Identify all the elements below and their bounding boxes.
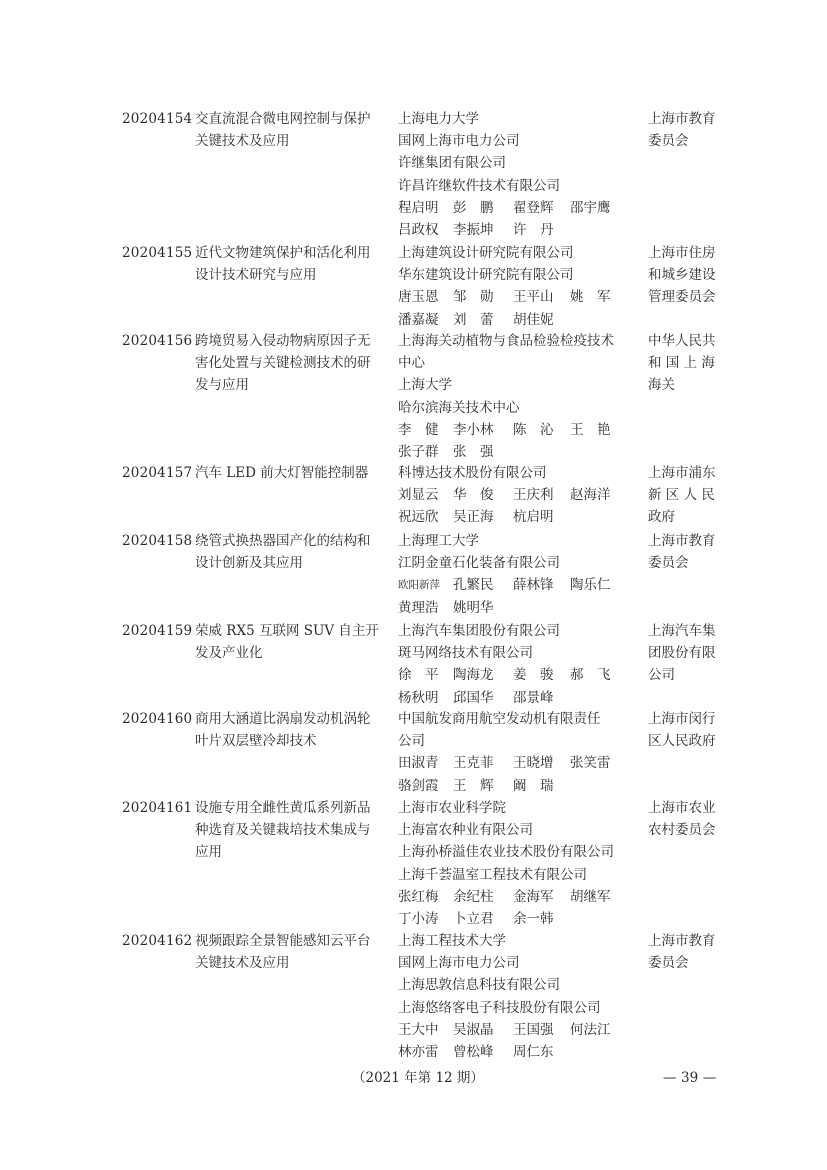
project-title-line: 设计技术研究与应用 — [195, 267, 317, 284]
person-name: 王 艳 — [570, 421, 611, 438]
organization-name: 上海思敦信息科技有限公司 — [398, 977, 560, 994]
person-name: 吴淑晶 — [453, 1021, 494, 1038]
department-line: 上海市教育 — [648, 533, 716, 549]
department-line: 和城乡建设 — [648, 267, 716, 284]
person-name: 陶海龙 — [453, 667, 494, 684]
organization-name: 国网上海市电力公司 — [398, 955, 520, 972]
person-name: 郝 飞 — [570, 667, 611, 684]
department-line: 新 区 人 民 — [648, 487, 715, 504]
department-line: 委员会 — [648, 955, 689, 972]
project-number: 20204157 — [122, 465, 193, 481]
person-name: 李 健 — [398, 421, 439, 438]
person-name: 许 丹 — [513, 222, 554, 238]
organization-name: 上海电力大学 — [398, 111, 479, 127]
department-line: 区人民政府 — [648, 733, 716, 750]
person-name: 余一韩 — [513, 911, 554, 927]
person-name: 杨秋明 — [398, 689, 439, 706]
project-title-line: 种选育及关键栽培技术集成与 — [195, 822, 371, 839]
page-number: — 39 — — [663, 1070, 717, 1086]
organizations — [398, 530, 638, 619]
project-title-line: 发与应用 — [195, 377, 249, 394]
project-title-line: 汽车 LED 前大灯智能控制器 — [195, 465, 369, 481]
department-line: 上海市农业 — [648, 800, 716, 816]
recommending-department — [648, 708, 730, 752]
person-name: 曾松峰 — [453, 1044, 494, 1060]
project-number: 20204159 — [122, 623, 193, 639]
person-name: 田淑青 — [398, 755, 439, 772]
person-name: 吕政权 — [398, 222, 439, 238]
recommending-department — [648, 242, 730, 309]
organization-name: 上海富农种业有限公司 — [398, 822, 533, 839]
people-line — [398, 775, 638, 797]
recommending-department — [648, 108, 730, 152]
people-line — [398, 286, 638, 308]
person-name: 华 俊 — [453, 487, 494, 504]
person-name: 祝远欣 — [398, 509, 439, 526]
department-line: 上海汽车集 — [648, 623, 716, 639]
organization-name: 上海悠络客电子科技股份有限公司 — [398, 999, 601, 1016]
person-name: 王克菲 — [453, 755, 494, 772]
person-name: 李小林 — [453, 421, 494, 438]
organization-name: 江阴金童石化装备有限公司 — [398, 555, 560, 572]
organization-name: 国网上海市电力公司 — [398, 133, 520, 150]
organization-name: 上海理工大学 — [398, 533, 479, 549]
person-name: 欧阳新萍 — [398, 579, 440, 592]
recommending-department — [648, 930, 730, 974]
organization-name: 中国航发商用航空发动机有限责任 — [398, 711, 601, 727]
project-number: 20204156 — [122, 333, 193, 349]
project-title — [195, 462, 391, 484]
person-name: 卜立君 — [453, 911, 494, 927]
department-line: 上海市教育 — [648, 933, 716, 949]
organization-name: 上海市农业科学院 — [398, 800, 506, 816]
organization-name: 华东建筑设计研究院有限公司 — [398, 267, 574, 284]
people-line — [398, 197, 638, 219]
project-title-line: 设计创新及其应用 — [195, 555, 303, 572]
department-line: 上海市闵行 — [648, 711, 716, 727]
person-name: 陈 沁 — [513, 421, 554, 438]
project-title — [195, 108, 391, 152]
person-name: 林亦雷 — [398, 1044, 439, 1060]
project-title-line: 关键技术及应用 — [195, 133, 290, 150]
organizations — [398, 930, 638, 1063]
people-line — [398, 752, 638, 774]
project-title — [195, 797, 391, 864]
person-name: 邵宇鹰 — [570, 199, 611, 216]
organizations — [398, 620, 638, 709]
project-title-line: 荣威 RX5 互联网 SUV 自主开 — [195, 623, 379, 639]
person-name: 张 强 — [453, 444, 494, 460]
department-line: 团股份有限 — [648, 645, 716, 662]
person-name: 阚 瑞 — [513, 777, 554, 794]
project-title-line: 视频跟踪全景智能感知云平台 — [195, 933, 371, 949]
project-title-line: 应用 — [195, 844, 222, 861]
issue-label: （2021 年第 12 期） — [352, 1070, 484, 1086]
person-name: 姚 军 — [570, 289, 611, 306]
people-line — [398, 574, 638, 596]
department-line: 和 国 上 海 — [648, 355, 715, 372]
people-line — [398, 597, 638, 619]
people-line — [398, 441, 638, 463]
organization-name: 中心 — [398, 355, 425, 372]
department-line: 公司 — [648, 667, 675, 684]
person-name: 邹 勋 — [453, 289, 494, 306]
project-title — [195, 530, 391, 574]
person-name: 金海军 — [513, 888, 554, 905]
person-name: 周仁东 — [513, 1044, 554, 1060]
people-line — [398, 1041, 638, 1063]
recommending-department — [648, 330, 730, 397]
project-title — [195, 708, 391, 752]
recommending-department — [648, 797, 730, 841]
organizations — [398, 708, 638, 797]
project-title — [195, 330, 391, 397]
organizations — [398, 797, 638, 930]
department-line: 农村委员会 — [648, 822, 716, 839]
person-name: 姚明华 — [453, 599, 494, 616]
person-name: 张红梅 — [398, 888, 439, 905]
project-title-line: 叶片双层壁冷却技术 — [195, 733, 317, 750]
organization-name: 上海工程技术大学 — [398, 933, 506, 949]
organizations — [398, 108, 638, 241]
people-line — [398, 419, 638, 441]
person-name: 余纪柱 — [453, 888, 494, 905]
person-name: 张笑雷 — [570, 755, 611, 772]
project-number: 20204155 — [122, 245, 193, 261]
department-line: 委员会 — [648, 555, 689, 572]
person-name: 王国强 — [513, 1021, 554, 1038]
organization-name: 哈尔滨海关技术中心 — [398, 399, 520, 416]
people-line — [398, 309, 638, 331]
organization-name: 上海海关动植物与食品检验检疫技术 — [398, 333, 614, 349]
project-title-line: 设施专用全雌性黄瓜系列新品 — [195, 800, 371, 816]
person-name: 吴正海 — [453, 509, 494, 526]
organization-name: 上海千荟温室工程技术有限公司 — [398, 866, 587, 883]
people-line — [398, 664, 638, 686]
project-title-line: 关键技术及应用 — [195, 955, 290, 972]
people-line — [398, 1019, 638, 1041]
organization-name: 许继集团有限公司 — [398, 155, 506, 172]
project-title-line: 害化处置与关键检测技术的研 — [195, 355, 371, 372]
department-line: 中华人民共 — [648, 333, 716, 349]
department-line: 上海市浦东 — [648, 465, 716, 481]
people-line — [398, 687, 638, 709]
organization-name: 上海建筑设计研究院有限公司 — [398, 245, 574, 261]
organization-name: 上海汽车集团股份有限公司 — [398, 623, 560, 639]
project-title-line: 商用大涵道比涡扇发动机涡轮 — [195, 711, 371, 727]
people-line — [398, 219, 638, 241]
person-name: 何法江 — [570, 1021, 611, 1038]
person-name: 赵海洋 — [570, 487, 611, 504]
project-number: 20204160 — [122, 711, 193, 727]
department-line: 上海市住房 — [648, 245, 716, 261]
organization-name: 上海孙桥溢佳农业技术股份有限公司 — [398, 844, 614, 861]
person-name: 彭 鹏 — [453, 199, 494, 216]
person-name: 黄理浩 — [398, 599, 439, 616]
project-title-line: 跨境贸易入侵动物病原因子无 — [195, 333, 371, 349]
person-name: 骆剑霞 — [398, 777, 439, 794]
person-name: 王平山 — [513, 289, 554, 306]
project-title-line: 近代文物建筑保护和活化利用 — [195, 245, 371, 261]
project-title-line: 发及产业化 — [195, 645, 263, 662]
person-name: 翟登辉 — [513, 199, 554, 216]
person-name: 刘显云 — [398, 487, 439, 504]
organization-name: 上海大学 — [398, 377, 452, 394]
recommending-department — [648, 530, 730, 574]
person-name: 胡继军 — [570, 888, 611, 905]
project-title-line: 绕管式换热器国产化的结构和 — [195, 533, 371, 549]
person-name: 薛林锋 — [513, 577, 554, 594]
person-name: 杭启明 — [513, 509, 554, 526]
people-line — [398, 506, 638, 528]
organization-name: 许昌许继软件技术有限公司 — [398, 177, 560, 194]
people-line — [398, 908, 638, 930]
person-name: 唐玉恩 — [398, 289, 439, 306]
recommending-department — [648, 462, 730, 529]
organization-name: 公司 — [398, 733, 425, 750]
project-number: 20204154 — [122, 111, 193, 127]
organization-name: 斑马网络技术有限公司 — [398, 645, 533, 662]
project-number: 20204158 — [122, 533, 193, 549]
person-name: 王 辉 — [453, 777, 494, 794]
department-line: 海关 — [648, 377, 675, 394]
person-name: 王大中 — [398, 1021, 439, 1038]
project-title — [195, 930, 391, 974]
recommending-department — [648, 620, 730, 687]
department-line: 委员会 — [648, 133, 689, 150]
project-number: 20204161 — [122, 800, 193, 816]
organizations — [398, 330, 638, 463]
person-name: 张子群 — [398, 444, 439, 460]
department-line: 政府 — [648, 509, 675, 526]
people-line — [398, 886, 638, 908]
person-name: 邱国华 — [453, 689, 494, 706]
person-name: 王庆利 — [513, 487, 554, 504]
person-name: 胡佳妮 — [513, 311, 554, 328]
person-name: 王晓增 — [513, 755, 554, 772]
department-line: 上海市教育 — [648, 111, 716, 127]
organizations — [398, 462, 638, 529]
project-title-line: 交直流混合微电网控制与保护 — [195, 111, 371, 127]
person-name: 姜 骏 — [513, 667, 554, 684]
person-name: 孔繁民 — [453, 577, 494, 594]
person-name: 程启明 — [398, 199, 439, 216]
person-name: 李振坤 — [453, 222, 494, 238]
department-line: 管理委员会 — [648, 289, 716, 306]
project-title — [195, 242, 391, 286]
project-title — [195, 620, 391, 664]
person-name: 邵景峰 — [513, 689, 554, 706]
person-name: 刘 蕾 — [453, 311, 494, 328]
organization-name: 科博达技术股份有限公司 — [398, 465, 547, 481]
person-name: 徐 平 — [398, 667, 439, 684]
person-name: 丁小涛 — [398, 911, 439, 927]
person-name: 陶乐仁 — [570, 577, 611, 594]
people-line — [398, 484, 638, 506]
organizations — [398, 242, 638, 331]
person-name: 潘嘉凝 — [398, 311, 439, 328]
project-number: 20204162 — [122, 933, 193, 949]
